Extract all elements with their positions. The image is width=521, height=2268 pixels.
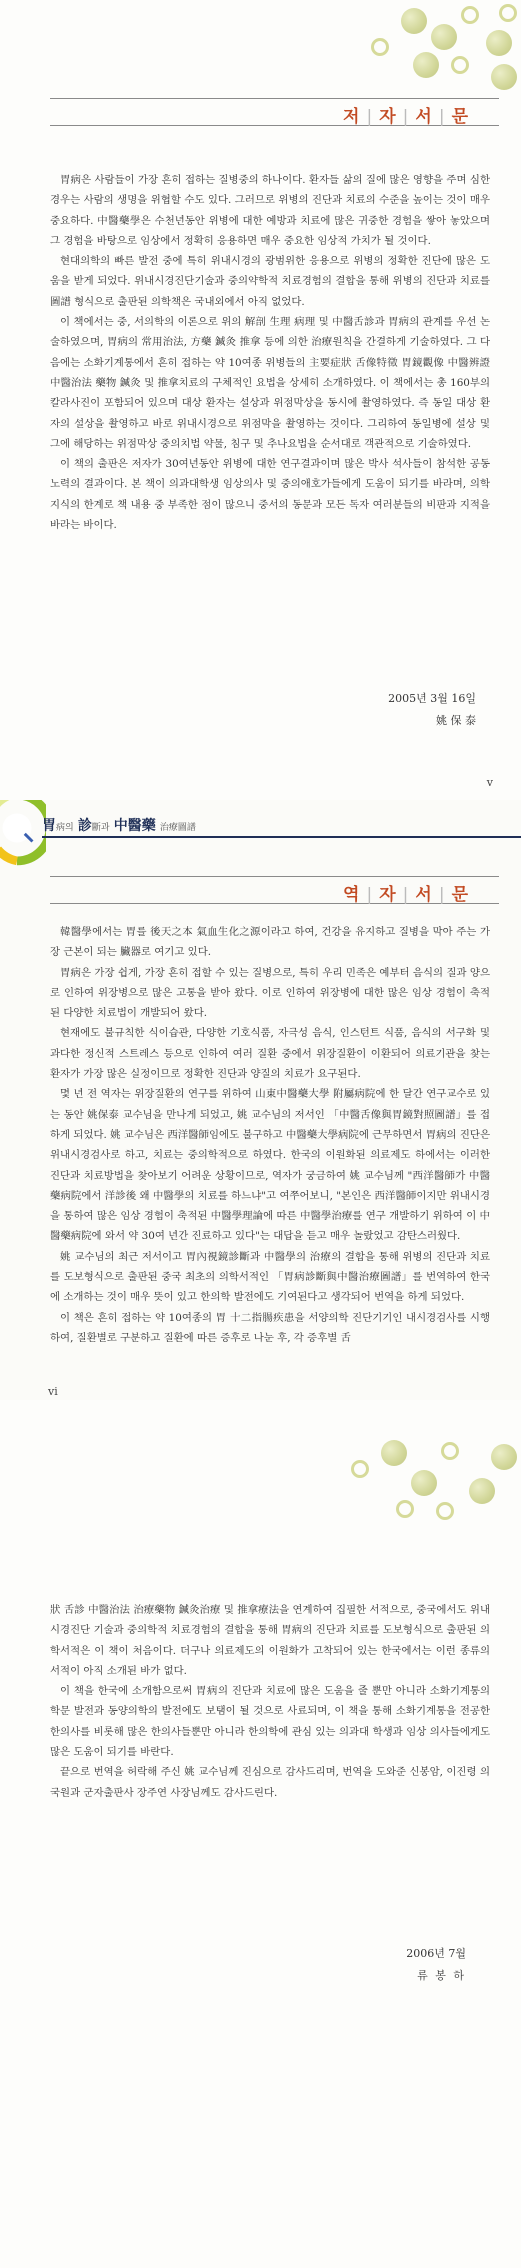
section-title: 역 | 자 | 서 | 문 [343,885,469,905]
paragraph: 이 책에서는 중, 서의학의 이론으로 위의 解剖 生理 病理 및 中醫舌診과 胃病의 관계를 우선 논술하였으며, 胃病의 常用治法, 方藥 鍼灸 推拿 등에 의한 治療원칙을 간결하게 기술하였다. 그 다음에는 소화기계통에서 흔히 접하는 약 10여종 위병들의 主要症狀 舌像特徵 胃鏡觀像 中醫辨證 中醫治法 藥物 鍼灸 및 推拿치료의 구체적인 요법을 상세히 소개하였다. 이 책에서는 총 160부의 칼라사진이 포함되어 있으며 대상 환자는 설상과 위점막상을 동시에 촬영하였다. 즉 동일 대상 환자의 설상을 촬영하고 바로 위내시경으로 위점막을 촬영하는 것이다. 그리하여 동일병에 설상 및 그에 해당하는 위점막상 중의치법 약물, 침구 및 추나요법을 순서대로 객관적으로 기술하였다. [50,316,490,450]
section-header-bar [50,876,499,904]
author-name: 姚 保 泰 [436,714,476,727]
paragraph: 몇 년 전 역자는 위장질환의 연구를 위하여 山東中醫藥大學 附屬病院에 한 달간 연구교수로 있는 동안 姚保泰 교수님을 만나게 되었고, 姚 교수님의 저서인 「中醫舌像與胃鏡對照圖譜」를 접하게 되었다. 姚 교수님은 西洋醫師임에도 불구하고 中醫藥大學病院에 근무하면서 胃病의 진단은 위내시경검사로 하고, 치료는 중의학적으로 하였다. 한국의 이원화된 의료제도 하에서는 이러한 진단과 치료방법을 찾아보기 어려운 상황이므로, 역자가 궁금하여 姚 교수님께 "西洋醫師가 中醫藥病院에서 洋診後 왜 中醫學의 치료를 하느냐"고 여쭈어보니, "본인은 西洋醫師이지만 위내시경을 통하여 많은 임상 경험이 축적된 中醫學理論에 따른 中醫學治療를 연구 개발하기 위하여 이 中醫藥病院에 와서 약 30여 년간 진료하고 있다"는 대답을 듣고 매우 놀랐었고 감탄스러웠다. [50,1088,490,1243]
preface-body [50,1600,490,1803]
paragraph: 狀 舌診 中醫治法 治療藥物 鍼灸治療 및 推拿療法을 연계하여 집필한 서적으로, 중국에서도 위내시경진단 기술과 중의학적 치료경험의 결합을 통해 胃病의 진단과 치료를 도보형식으로 출판된 의학서적은 이 책이 처음이다. 더구나 의료제도의 이원화가 고착되어 있는 한국에서는 이런 종류의 서적이 아직 소개된 바가 없다. [50,1604,490,1677]
section-title: 저 | 자 | 서 | 문 [343,107,469,127]
preface-page-translator-continued [0,1400,521,2268]
molecule-decoration-icon [351,0,521,90]
signature-block [388,690,476,728]
molecule-decoration-icon [341,1430,521,1530]
paragraph: 姚 교수님의 최근 저서이고 胃內視鏡診斷과 中醫學의 治療의 결합을 통해 위병의 진단과 치료를 도보형식으로 출판된 중국 최초의 의학서적인 「胃病診斷與中醫治療圖譜」를 번역하여 한국에 소개하는 것이 매우 뜻이 있고 한의학 발전에도 기여된다고 생각되어 번역을 하게 되었다. [50,1250,490,1304]
section-header-bar [50,98,499,126]
header-rule [42,836,521,838]
paragraph: 이 책은 흔히 접하는 약 10여종의 胃 十二指腸疾患을 서양의학 진단기기인 내시경검사를 시행하여, 질환별로 구분하고 질환에 따른 증후로 나눈 후, 각 증후별 舌 [50,1311,490,1344]
page-number: v [486,776,493,789]
preface-body [50,922,490,1348]
preface-page-translator [0,800,521,1400]
signature-block [406,1945,466,1983]
paragraph: 이 책의 출판은 저자가 30여년동안 위병에 대한 연구결과이며 많은 박사 석사들이 참석한 공동 노력의 결과이다. 본 책이 의과대학생 임상의사 및 중의애호가들에게 도움이 되기를 바라며, 의학지식의 한계로 책 내용 중 부족한 점이 많으니 중서의 동문과 모든 독자 여러분들의 비판과 지적을 바라는 바이다. [50,458,490,532]
paragraph: 이 책을 한국에 소개함으로써 胃病의 진단과 치료에 많은 도움을 줄 뿐만 아니라 소화기계통의 학문 발전과 동양의학의 발전에도 보탬이 될 것으로 사료되며, 이 책을 통해 소화기계통을 전공한 한의사를 비롯해 많은 한의사들뿐만 아니라 한의학에 관심 있는 의과대 학생과 임상 의사들에게도 많은 도움이 되기를 바란다. [50,1685,490,1759]
paragraph: 韓醫學에서는 胃를 後天之本 氣血生化之源이라고 하여, 건강을 유지하고 질병을 막아 주는 가장 근본이 되는 臟器로 여기고 있다. [50,926,490,959]
page-number: vi [48,1385,58,1398]
preface-body [50,170,490,535]
running-header [0,800,521,855]
paragraph: 현재에도 불규칙한 식이습관, 다양한 기호식품, 자극성 음식, 인스턴트 식품, 음식의 서구화 및 과다한 정신적 스트레스 등으로 인하여 여러 질환 중에서 위장질환이 이환되어 의료기관을 찾는 환자가 가장 많은 실정이므로 정확한 진단과 양질의 치료가 요구된다. [50,1027,490,1081]
running-title: 胃病의 診斷과 中醫藥 治療圖譜 [42,818,196,834]
paragraph: 胃病은 사람들이 가장 흔히 접하는 질병중의 하나이다. 환자들 삶의 질에 많은 영향을 주며 심한 경우는 사람의 생명을 위협할 수도 있다. 그러므로 위병의 진단과 치료의 수준을 높이는 것이 매우 중요하다. 中醫藥學은 수천년동안 위병에 대한 예방과 치료에 많은 귀중한 경험을 쌓아 놓았으며 그 경험을 바탕으로 임상에서 정확히 응용하면 매우 중요한 임상적 가치가 될 것이다. [50,174,490,247]
date: 2006년 7월 [406,1947,466,1960]
date: 2005년 3월 16일 [388,692,476,705]
preface-page-author [0,0,521,800]
paragraph: 현대의학의 빠른 발전 중에 특히 위내시경의 광범위한 응용으로 위병의 정확한 진단에 많은 도움을 받게 되었다. 위내시경진단기술과 중의약학적 치료경험의 결합을 통해 위병의 진단과 치료를 圖譜 형식으로 출판된 의학책은 국내외에서 아직 없었다. [50,255,490,308]
paragraph: 끝으로 번역을 허락해 주신 姚 교수님께 진심으로 감사드리며, 번역을 도와준 신봉암, 이진령 의국원과 군자출판사 장주연 사장님께도 감사드린다. [50,1766,490,1799]
color-ring-logo-icon [0,800,46,870]
author-name: 류 봉 하 [417,1969,466,1982]
paragraph: 胃病은 가장 쉽게, 가장 흔히 접할 수 있는 질병으로, 특히 우리 민족은 예부터 음식의 질과 양으로 인하여 위장병으로 많은 고통을 받아 왔다. 이로 인하여 위장병에 대한 많은 임상 경험이 축적된 다양한 치료법이 개발되어 왔다. [50,966,490,1020]
